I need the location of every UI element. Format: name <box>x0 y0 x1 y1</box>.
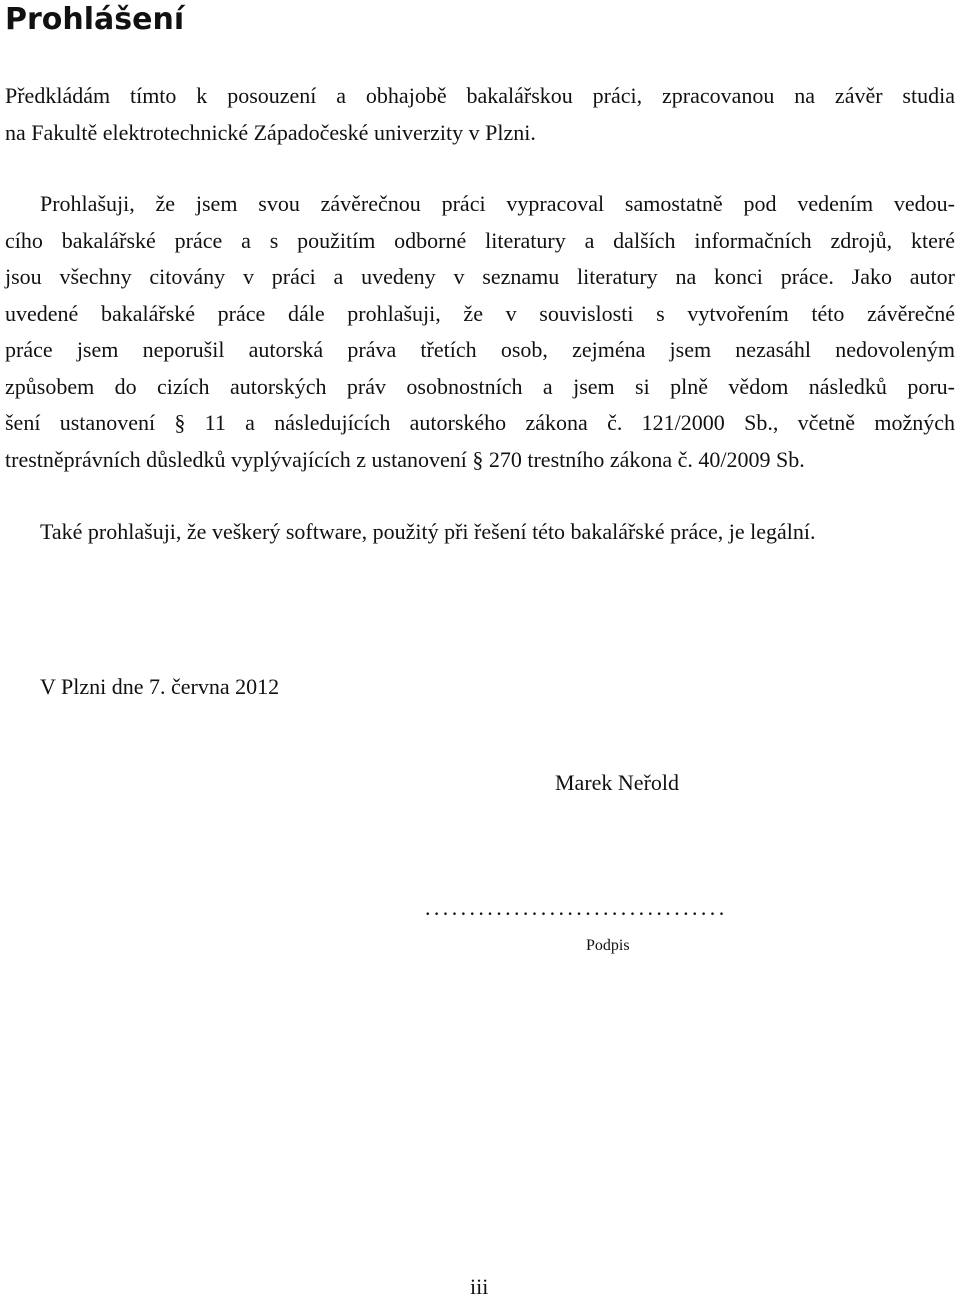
text-line: uvedené bakalářské práce dále prohlašuji, že v souvislosti s vytvořením této závěrečné <box>5 300 955 326</box>
place-and-date: V Plzni dne 7. června 2012 <box>40 674 280 699</box>
text-line: Také prohlašuji, že veškerý software, použitý při řešení této bakalářské práce, je legální. <box>40 519 816 544</box>
text-line: Předkládám tímto k posouzení a obhajobě bakalářskou práci, zpracovanou na závěr studia <box>5 83 955 108</box>
paragraph-declaration <box>5 186 955 478</box>
signature-line: .................................. <box>425 895 728 920</box>
text-line: Prohlašuji, že jsem svou závěrečnou práci vypracoval samostatně pod vedením vedou- <box>40 191 955 216</box>
text-line: cího bakalářské práce a s použitím odborné literatury a dalších informačních zdrojů, které <box>5 227 955 253</box>
signature-label: Podpis <box>586 937 630 954</box>
page-title: Prohlášení <box>5 2 185 37</box>
paragraph-software <box>5 514 955 551</box>
page-number: iii <box>470 1274 489 1299</box>
text-line: trestněprávních důsledků vyplývajících z ustanovení § 270 trestního zákona č. 40/2009 Sb. <box>5 446 805 472</box>
text-line-with-indent <box>5 186 955 223</box>
text-line: na Fakultě elektrotechnické Západočeské univerzity v Plzni. <box>5 119 536 145</box>
text-line: práce jsem neporušil autorská práva třetích osob, zejména jsem nezasáhl nedovoleným <box>5 337 955 362</box>
text-line-with-indent <box>5 514 955 551</box>
text-line: jsou všechny citovány v práci a uvedeny v seznamu literatury na konci práce. Jako autor <box>5 264 955 289</box>
author-name: Marek Neřold <box>555 770 680 795</box>
text-line: způsobem do cizích autorských práv osobnostních a jsem si plně vědom následků poru- <box>5 373 955 399</box>
paragraph-submission <box>5 78 955 151</box>
text-line: šení ustanovení § 11 a následujících autorského zákona č. 121/2000 Sb., včetně možných <box>5 410 955 435</box>
